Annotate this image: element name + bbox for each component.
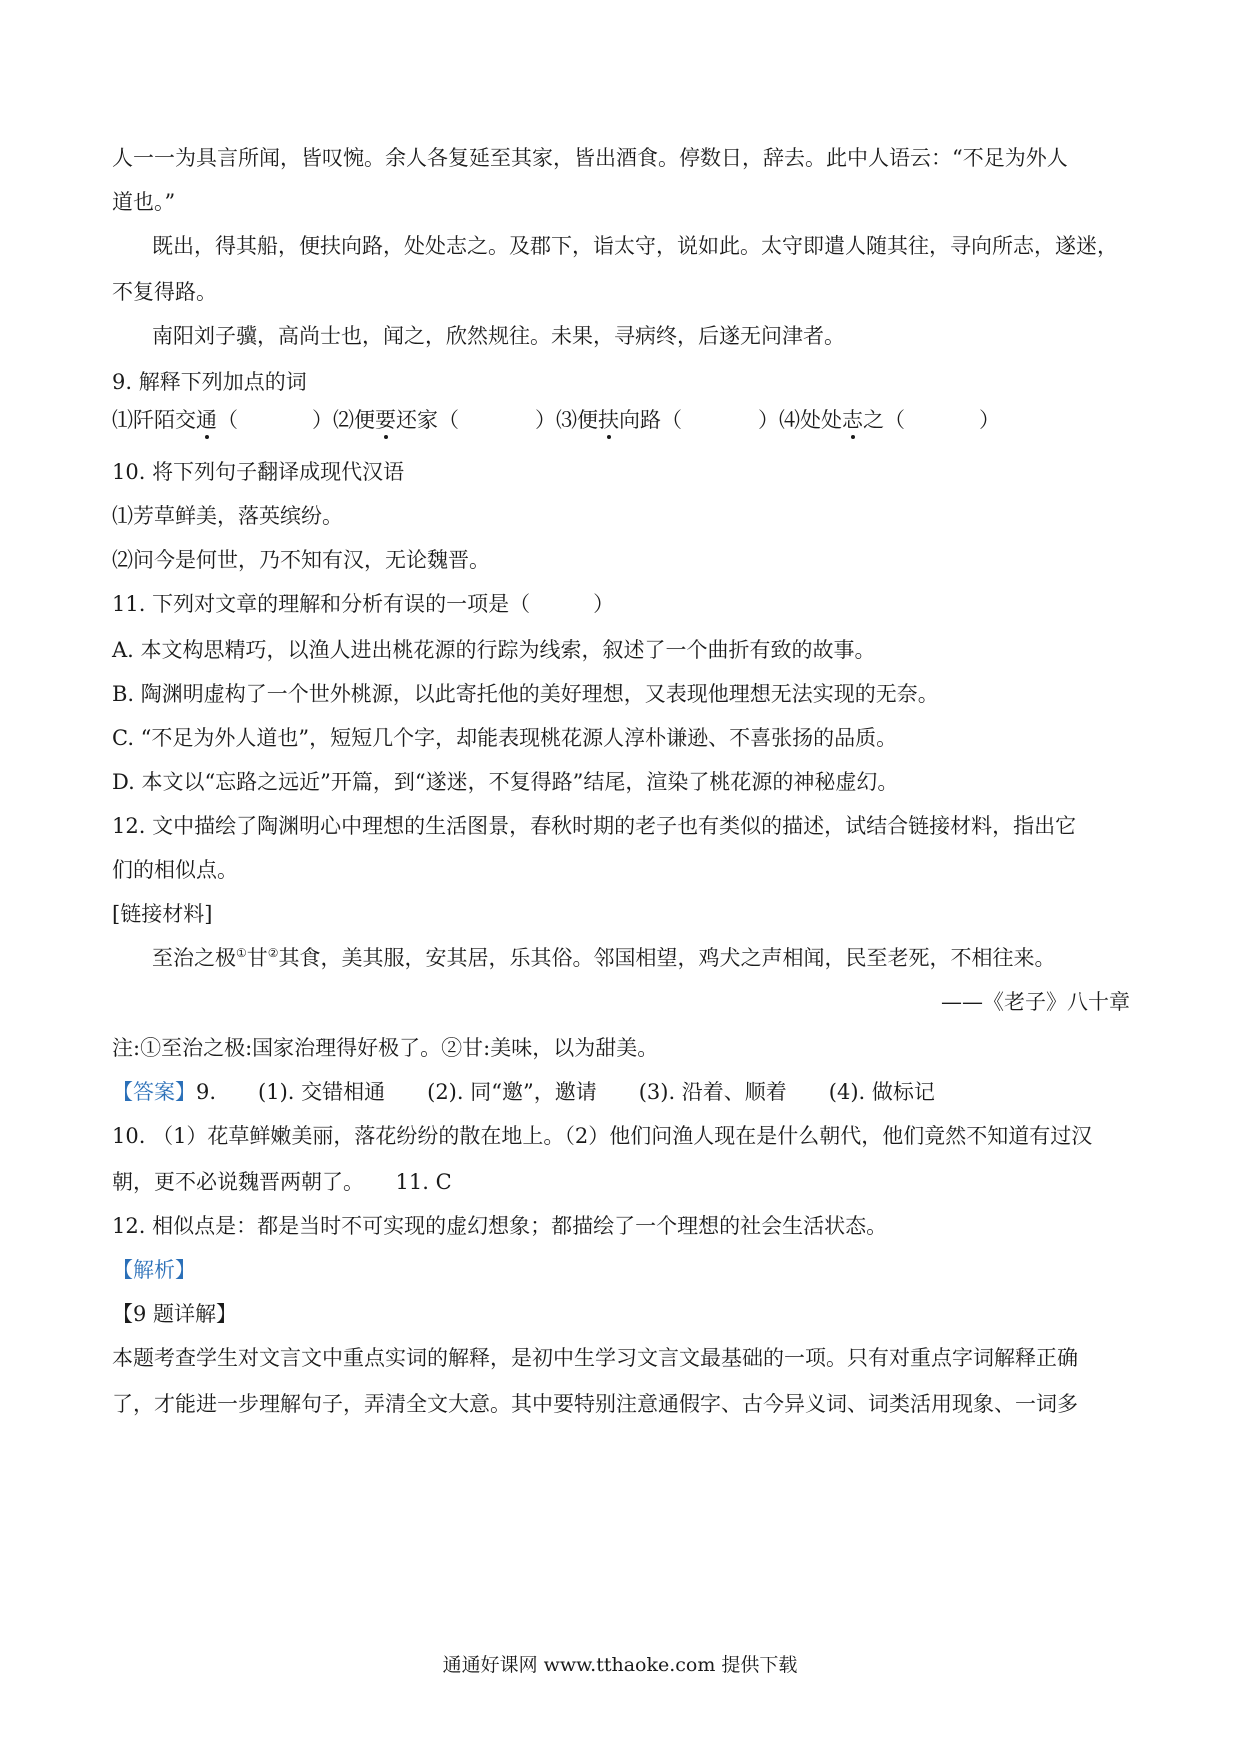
- passage-line: 人一一为具言所闻，皆叹惋。余人各复延至其家，皆出酒食。停数日，辞去。此中人语云：“不足为外人: [112, 146, 1068, 170]
- q9-item-1-text: ⑴阡陌交: [112, 408, 196, 432]
- quote-part-3: 其食，美其服，安其居，乐其俗。邻国相望，鸡犬之声相闻，民至老死，不相往来。: [278, 946, 1056, 970]
- analysis-line-2: 了，才能进一步理解句子，弄清全文大意。其中要特别注意通假字、古今异义词、词类活用现象、一词多: [112, 1392, 1078, 1416]
- question-11-stem: 11. 下列对文章的理解和分析有误的一项是（ ）: [112, 592, 615, 616]
- footnote: 注:①至治之极:国家治理得好极了。②甘:美味，以为甜美。: [112, 1036, 659, 1060]
- analysis-q9-label: 【9 题详解】: [112, 1302, 238, 1326]
- footnote-mark-2: ②: [267, 946, 279, 960]
- q9-item-4-dotted-word: 志: [842, 408, 863, 432]
- q9-item-1-dotted-word: 通: [196, 408, 217, 432]
- q9-item-1: [112, 408, 333, 432]
- q9-item-3-close: ）: [758, 408, 779, 432]
- analysis-line-1: 本题考查学生对文言文中重点实词的解释，是初中生学习文言文最基础的一项。只有对重点字词解释正确: [112, 1346, 1078, 1370]
- question-12-stem-line-1: 12. 文中描绘了陶渊明心中理想的生活图景，春秋时期的老子也有类似的描述，试结合链接材料，指出它: [112, 814, 1077, 838]
- answer-q10-line-1: 10. （1）花草鲜嫩美丽，落花纷纷的散在地上。（2）他们问渔人现在是什么朝代，他们竟然不知道有过汉: [112, 1124, 1093, 1148]
- quote-source: ——《老子》八十章: [941, 990, 1130, 1014]
- question-10-sentence-2: ⑵问今是何世，乃不知有汉，无论魏晋。: [112, 548, 490, 572]
- footnote-mark-1: ①: [236, 946, 247, 960]
- q9-item-2-text: ⑵便: [333, 408, 375, 432]
- passage-line: 不复得路。: [112, 280, 217, 304]
- question-11-option-b: B. 陶渊明虚构了一个世外桃源，以此寄托他的美好理想，又表现他理想无法实现的无奈。: [112, 682, 939, 706]
- answer-q12: 12. 相似点是：都是当时不可实现的虚幻想象；都描绘了一个理想的社会生活状态。: [112, 1214, 888, 1238]
- footer-watermark: 通通好课网 www.tthaoke.com 提供下载: [442, 1654, 798, 1676]
- q9-item-4: [779, 408, 1000, 432]
- quote-part-1: 至治之极: [152, 946, 236, 970]
- q9-item-4-open: 之（: [863, 408, 905, 432]
- q9-item-1-close: ）: [312, 408, 333, 432]
- passage-line: 南阳刘子骥，高尚士也，闻之，欣然规往。未果，寻病终，后遂无问津者。: [152, 324, 845, 348]
- q9-item-2: [333, 408, 556, 432]
- question-9-stem: 9. 解释下列加点的词: [112, 370, 307, 394]
- q9-item-4-text: ⑷处处: [779, 408, 842, 432]
- quote-part-2: 甘: [246, 946, 268, 970]
- q9-item-1-open: （: [217, 408, 238, 432]
- q9-item-3-text: ⑶便: [556, 408, 598, 432]
- question-10-stem: 10. 将下列句子翻译成现代汉语: [112, 460, 405, 484]
- q9-item-3-open: 向路（: [619, 408, 682, 432]
- q9-item-3-dotted-word: 扶: [598, 408, 619, 432]
- question-10-sentence-1: ⑴芳草鲜美，落英缤纷。: [112, 504, 343, 528]
- question-9-items: [112, 404, 1000, 434]
- link-material-label: [链接材料]: [112, 902, 213, 926]
- laozi-quote: [152, 942, 1056, 972]
- q9-item-4-close: ）: [979, 408, 1000, 432]
- passage-line: 道也。”: [112, 190, 176, 214]
- question-12-stem-line-2: 们的相似点。: [112, 858, 238, 882]
- answer-q10-line-2: 朝，更不必说魏晋两朝了。 11. C: [112, 1170, 452, 1194]
- analysis-label: 【解析】: [112, 1258, 196, 1282]
- q9-item-3: [556, 408, 779, 432]
- answer-label: 【答案】: [112, 1080, 196, 1104]
- q9-item-2-close: ）: [535, 408, 556, 432]
- q9-item-2-open: 还家（: [396, 408, 459, 432]
- question-11-option-d: D. 本文以“忘路之远近”开篇，到“遂迷，不复得路”结尾，渲染了桃花源的神秘虚幻。: [112, 770, 899, 794]
- q9-item-2-dotted-word: 要: [375, 408, 396, 432]
- answer-q9: [112, 1076, 935, 1106]
- question-11-option-a: A. 本文构思精巧，以渔人进出桃花源的行踪为线索，叙述了一个曲折有致的故事。: [112, 638, 876, 662]
- question-11-option-c: C. “不足为外人道也”，短短几个字，却能表现桃花源人淳朴谦逊、不喜张扬的品质。: [112, 726, 898, 750]
- answer-q9-text: 9. (1). 交错相通 (2). 同“邀”，邀请 (3). 沿着、顺着 (4). 做标记: [196, 1080, 935, 1104]
- passage-line: 既出，得其船，便扶向路，处处志之。及郡下，诣太守，说如此。太守即遣人随其往，寻向所志，遂迷，: [152, 234, 1118, 258]
